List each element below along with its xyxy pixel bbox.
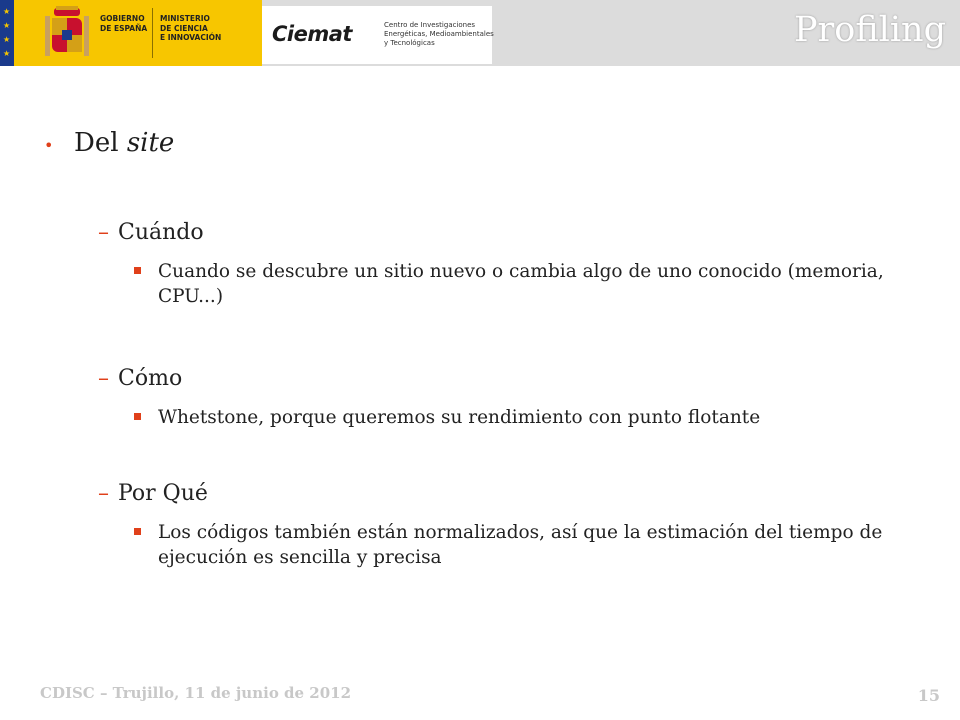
page-number: 15 [917, 686, 940, 705]
main-bullet-emphasis: site [126, 128, 175, 158]
square-bullet-icon [134, 528, 141, 535]
dash-icon: – [98, 481, 109, 506]
main-bullet [44, 128, 174, 158]
coat-of-arms-icon [42, 4, 92, 62]
section-detail-por-que [134, 520, 918, 570]
header-banner [0, 0, 960, 66]
dash-icon: – [98, 366, 109, 391]
section-heading-por-que [98, 481, 208, 506]
section-heading-como [98, 366, 182, 391]
square-bullet-icon [134, 267, 141, 274]
ministerio-label: MINISTERIO DE CIENCIA E INNOVACIÓN [160, 14, 222, 42]
ciemat-logo-block [262, 6, 492, 64]
slide-title: Profiling [793, 10, 946, 50]
main-bullet-text [74, 128, 174, 158]
section-detail-text: Whetstone, porque queremos su rendimiento con punto flotante [158, 407, 761, 428]
section-heading-text: Por Qué [118, 481, 208, 506]
section-detail-text: Los códigos también están normalizados, así que la estimación del tiempo de ejecución es sencilla y precisa [158, 522, 883, 568]
ciemat-logo: Ciemat [272, 22, 352, 46]
section-heading-text: Cuándo [118, 220, 204, 245]
footer-event-label: CDISC – Trujillo, 11 de junio de 2012 [40, 684, 352, 702]
section-detail-text: Cuando se descubre un sitio nuevo o cambia algo de uno conocido (memoria, CPU...) [158, 261, 884, 307]
logo-divider [152, 8, 153, 58]
main-bullet-prefix: Del [74, 128, 127, 158]
eu-flag-icon: ★ ★ ★ ★ [0, 0, 14, 66]
ciemat-subtitle: Centro de Investigaciones Energéticas, Medioambientales y Tecnológicas [384, 21, 494, 47]
section-detail-cuando [134, 259, 918, 309]
dash-icon: – [98, 220, 109, 245]
bullet-dot-icon: • [44, 136, 54, 155]
section-detail-como [134, 405, 918, 430]
section-heading-text: Cómo [118, 366, 183, 391]
government-logo-block [0, 0, 262, 66]
square-bullet-icon [134, 413, 141, 420]
gobierno-de-espana-label: GOBIERNO DE ESPAÑA [100, 14, 148, 33]
section-heading-cuando [98, 220, 204, 245]
